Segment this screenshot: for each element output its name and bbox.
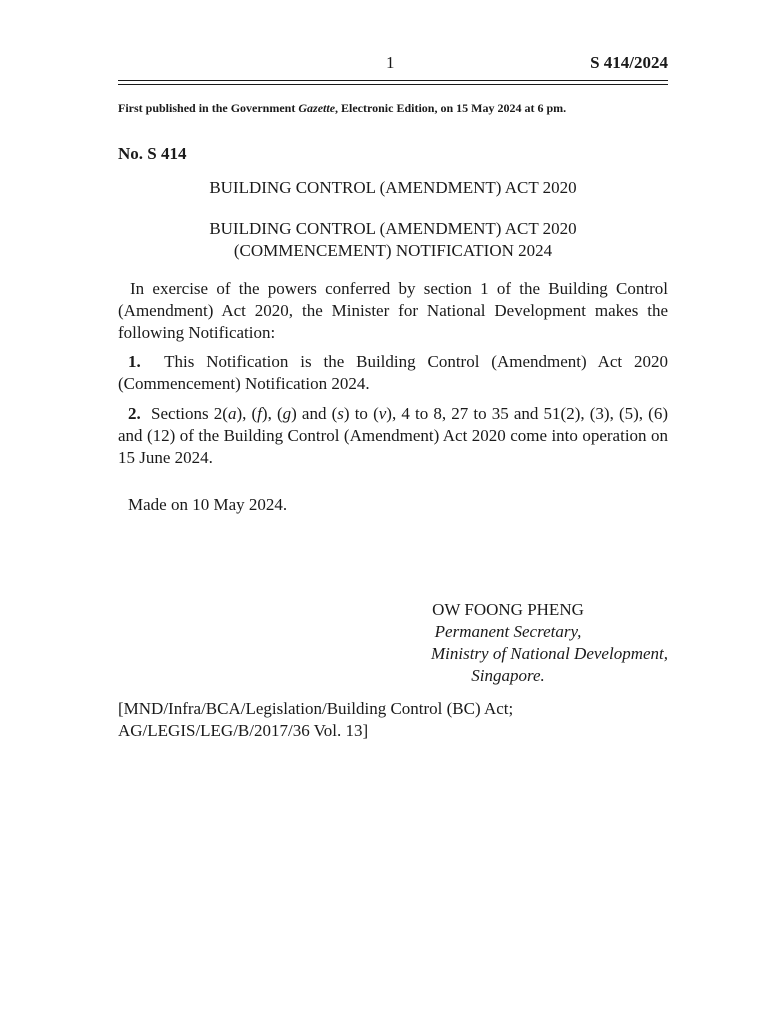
publication-note-text: First published in the Government <box>118 101 299 115</box>
file-reference-line-1: [MND/Infra/BCA/Legislation/Building Control (BC) Act; <box>118 699 514 718</box>
paragraph-1 <box>118 351 668 395</box>
paragraph-2-letter-s: s <box>337 404 344 423</box>
gazette-reference: S 414/2024 <box>590 53 668 72</box>
paragraph-2-text: Sections 2( <box>151 404 228 423</box>
gazette-page <box>118 0 668 1024</box>
paragraph-2-letter-a: a <box>227 404 237 423</box>
paragraph-2-text: ) to ( <box>343 404 379 423</box>
paragraph-2-text: ), ( <box>236 404 258 423</box>
signatory-title: Permanent Secretary, <box>434 622 582 641</box>
signatory-ministry: Ministry of National Development, <box>430 644 668 663</box>
paragraph-2-text: ), ( <box>261 404 283 423</box>
notice-number: No. S 414 <box>118 144 187 163</box>
notification-title <box>118 218 668 262</box>
signature-block <box>348 599 668 687</box>
paragraph-2 <box>118 403 668 469</box>
paragraph-2-letter-g: g <box>282 404 292 423</box>
signatory-name: OW FOONG PHENG <box>432 600 584 619</box>
page-number: 1 <box>386 53 395 72</box>
paragraph-2-number: 2. <box>128 404 141 423</box>
page-header <box>118 53 668 77</box>
act-title: BUILDING CONTROL (AMENDMENT) ACT 2020 <box>209 178 577 197</box>
notification-title-line-1: BUILDING CONTROL (AMENDMENT) ACT 2020 <box>209 219 577 238</box>
paragraph-1-number: 1. <box>128 352 141 371</box>
paragraph-2-text: ) and ( <box>291 404 338 423</box>
header-rule-top <box>118 80 668 81</box>
file-reference <box>118 698 668 742</box>
made-on-date: Made on 10 May 2024. <box>128 495 288 514</box>
paragraph-1-text: This Notification is the Building Control (Amendment) Act 2020 (Commencement) Notification 2024. <box>118 352 668 393</box>
signatory-country: Singapore. <box>471 666 545 685</box>
notification-title-line-2: (COMMENCEMENT) NOTIFICATION 2024 <box>233 241 553 260</box>
file-reference-line-2: AG/LEGIS/LEG/B/2017/36 Vol. 13] <box>118 721 369 740</box>
gazette-word: Gazette <box>298 101 336 115</box>
paragraph-2-letter-v: v <box>378 404 387 423</box>
enacting-paragraph: In exercise of the powers conferred by section 1 of the Building Control (Amendment) Act 2020, the Minister for National Development makes the following Notification: <box>118 279 668 342</box>
paragraph-2-letter-f: f <box>257 404 262 423</box>
publication-note-text-end: , Electronic Edition, on 15 May 2024 at 6 pm. <box>335 101 567 115</box>
paragraph-2-text: ), 4 to 8, 27 to 35 and 51(2), (3), (5), (6) and (12) of the Building Control (Amendment) Act 2020 come into operation on 15 June 2024. <box>118 404 669 467</box>
publication-note <box>118 101 668 116</box>
header-rule-bottom <box>118 84 668 85</box>
